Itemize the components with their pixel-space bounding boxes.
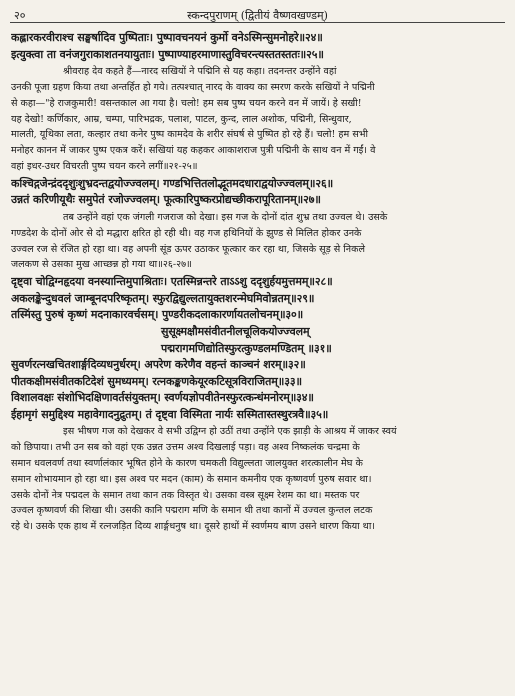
page-header	[10, 6, 505, 26]
translation-21-25	[11, 64, 505, 175]
translation-line: मनोहर कानन में जाकर पुष्प एकत्र करें। सखियां यह कहकर आकाशराज पुत्री पद्मिनी के साथ वन में गईं। वे	[11, 145, 376, 157]
verse-line: पीतकक्षीमसंवीतकटिदेशं सुमध्यमम्। रत्नकङ्कणकेयूरकटिसूत्रविराजितम्॥३३॥	[11, 374, 302, 388]
verse-block-28-35	[11, 274, 505, 423]
verse-line: सुवर्णरत्नखचितशार्ङ्गदिव्यधनुर्धरम्। अपरेण करेणैव वहन्तं काञ्चनं शरम्॥३२॥	[11, 358, 306, 372]
translation-line: समान शोभायमान हो रहा था। इस अश्व पर मदन (काम) के समान कमनीय एक कृष्णवर्ण पुरुष सवार था।	[11, 473, 372, 485]
translation-line: को छिपाया। तभी उन सब को वहां एक उन्नत उत्तम अश्व दिखलाई पड़ा। वह अश्व निष्कलंक चन्द्रमा के	[11, 442, 360, 454]
verse-line: सुसूक्ष्मक्षौमसंवीतनीलचूलिकयोज्ज्वलम्	[161, 324, 310, 338]
verse-line: इत्युक्त्वा ता वनंजगुराकाशतनयायुताः। पुष्पाण्याहरमाणास्तुविचरन्त्यस्ततस्ततः॥२५॥	[11, 47, 324, 61]
translation-line: रहे थे। उसके एक हाथ में रत्नजड़ित दिव्य शार्ङ्गधनुष था। दूसरे हाथों में स्वर्णमय बाण उसने धारण किया था।	[11, 521, 375, 533]
verse-line: कश्चिद्गजेन्द्रंददृशुःशुभ्रदन्तद्वयोज्ज्वलम्। गण्डभित्तितलोद्भूतमदधाराद्वयोज्ज्वलम्॥२६॥	[11, 176, 334, 190]
translation-line: से कहा—"हे राजकुमारी! वसन्तकाल आ गया है। चलो! हम सब पुष्प चयन करने वन में जायें। हे सखी!	[11, 97, 362, 109]
verse-line: उन्नतं करिणीयूथैः समुपेतं रजोज्ज्वलम्। फूत्कारिपुष्करप्रोद्यच्छीकरापूरितानम्॥२७॥	[11, 193, 321, 207]
translation-line: यह देखो! कर्णिकार, आम्र, चम्पा, पारिभद्रक, पलाश, पाटल, कुन्द, लाल अशोक, पद्मिनी, सिन्धुवार,	[11, 113, 352, 125]
translation-line: वहां इधर-उधर विचरती पुष्प चयन करने लगीं॥२१-२५॥	[11, 160, 198, 172]
translation-line: जलकण से उसका मुख आच्छन्न हो गया था॥२६-२७॥	[11, 259, 192, 271]
verse-line: पद्मरागमणिद्योतिस्फुरत्कुण्डलमण्डितम् ॥३१॥	[161, 341, 332, 355]
verse-line: कह्लारकरवीराश्च सङ्घर्षादिव पुष्पिताः। पुष्पावचनयनं कुर्मो वनेऽस्मिन्सुमनोहरे॥२४॥	[11, 31, 323, 44]
translation-line: समान धवलवर्ण तथा स्वर्णालंकार भूषित होने के कारण चमकती विद्युल्लता जालयुक्त शरत्कालीन मेघ के	[11, 458, 363, 470]
translation-line: श्रीवराह देव कहते हैं—नारद सखियों ने पद्मिनि से यह कहा। तदनन्तर उन्होंने वहां	[63, 66, 337, 78]
page-content	[11, 30, 505, 692]
translation-line: उज्वल कृष्णवर्ण की शिखा थी। उसकी कानि पद्मराग मणि के समान थी तथा कानों में उज्वल कुन्तल लटक	[11, 505, 373, 517]
translation-line: उनकी पूजा ग्रहण किया तथा अन्तर्हित हो गये। तत्पश्चात् नारद के वाक्य का स्मरण करके सखियों ने पद्मिनी	[11, 81, 375, 93]
translation-28-35	[11, 424, 505, 535]
translation-26-27	[11, 210, 505, 273]
translation-line: उसके दोनों नेत्र पद्मदल के समान तथा कान तक विस्तृत थे। उसका वस्त्र सूक्ष्म रेशम का था। मस्तक पर	[11, 489, 360, 501]
verse-line: अकलङ्केन्दुधवलं जाम्बूनदपरिष्कृतम्। स्फुरद्विद्युल्लतायुक्तशरन्मेघमिवोन्नतम्॥२९॥	[11, 291, 315, 305]
page-number: २०	[14, 9, 26, 22]
header-rule	[10, 22, 505, 23]
translation-line: मालती, यूथिका लता, कल्हार तथा कनेर पुष्प कामदेव के शरीर संघर्ष से पुष्पित हो रहे हैं। चलो! हम सभी	[11, 129, 369, 141]
translation-line: तब उन्होंने वहां एक जंगली गजराज को देखा। इस गज के दोनों दांत शुभ्र तथा उज्वल थे। उसके	[63, 211, 388, 223]
translation-line: गण्डदेश के दोनों ओर से दो मद्धारा क्षरित हो रही थी। वह गज हथिनियों के झुण्ड से मिलित होकर उनके	[11, 227, 362, 239]
running-title: स्कन्दपुराणम् (द्वितीयं वैष्णवखण्डम्)	[187, 9, 328, 22]
verse-block-24-25	[11, 30, 505, 63]
translation-line: उज्वल रज से रंजित हो रहा था। वह अपनी सूंड ऊपर उठाकर फूत्कार कर रहा था, जिसके सूड़ से निकले	[11, 243, 365, 255]
verse-line: ईहामृगं समुद्दिश्य महावेगादनुद्रुतम्। तं दृष्ट्वा विस्मिता नार्यः सस्मितास्तस्थुरत्रवै॥३५॥	[11, 407, 329, 421]
verse-line: दृष्ट्वा चोद्विग्नहृदया वनस्यान्तिमुपाश्रिताः। एतस्मिन्नन्तरे ताऽऽशु ददृशुर्हयमुत्तमम्॥२८॥	[11, 275, 333, 289]
verse-block-26-27	[11, 176, 505, 209]
verse-line: तस्मिंस्तु पुरुषं कृष्णं मदनाकारवर्चसम्। पुण्डरीकदलाकारर्णायतलोचनम्॥३०॥	[11, 308, 304, 322]
verse-line: विशालवक्षः संशोभिदक्षिणावर्तसंयुक्तम्। स्वर्णयज्ञोपवीतेनस्फुरत्कन्धंमनोरम्॥३४॥	[11, 391, 314, 405]
translation-line: इस भीषण गज को देखकर वे सभी उद्विग्न हो उठीं तथा उन्होंने एक झाड़ी के आश्रय में जाकर स्वयं	[63, 426, 397, 438]
